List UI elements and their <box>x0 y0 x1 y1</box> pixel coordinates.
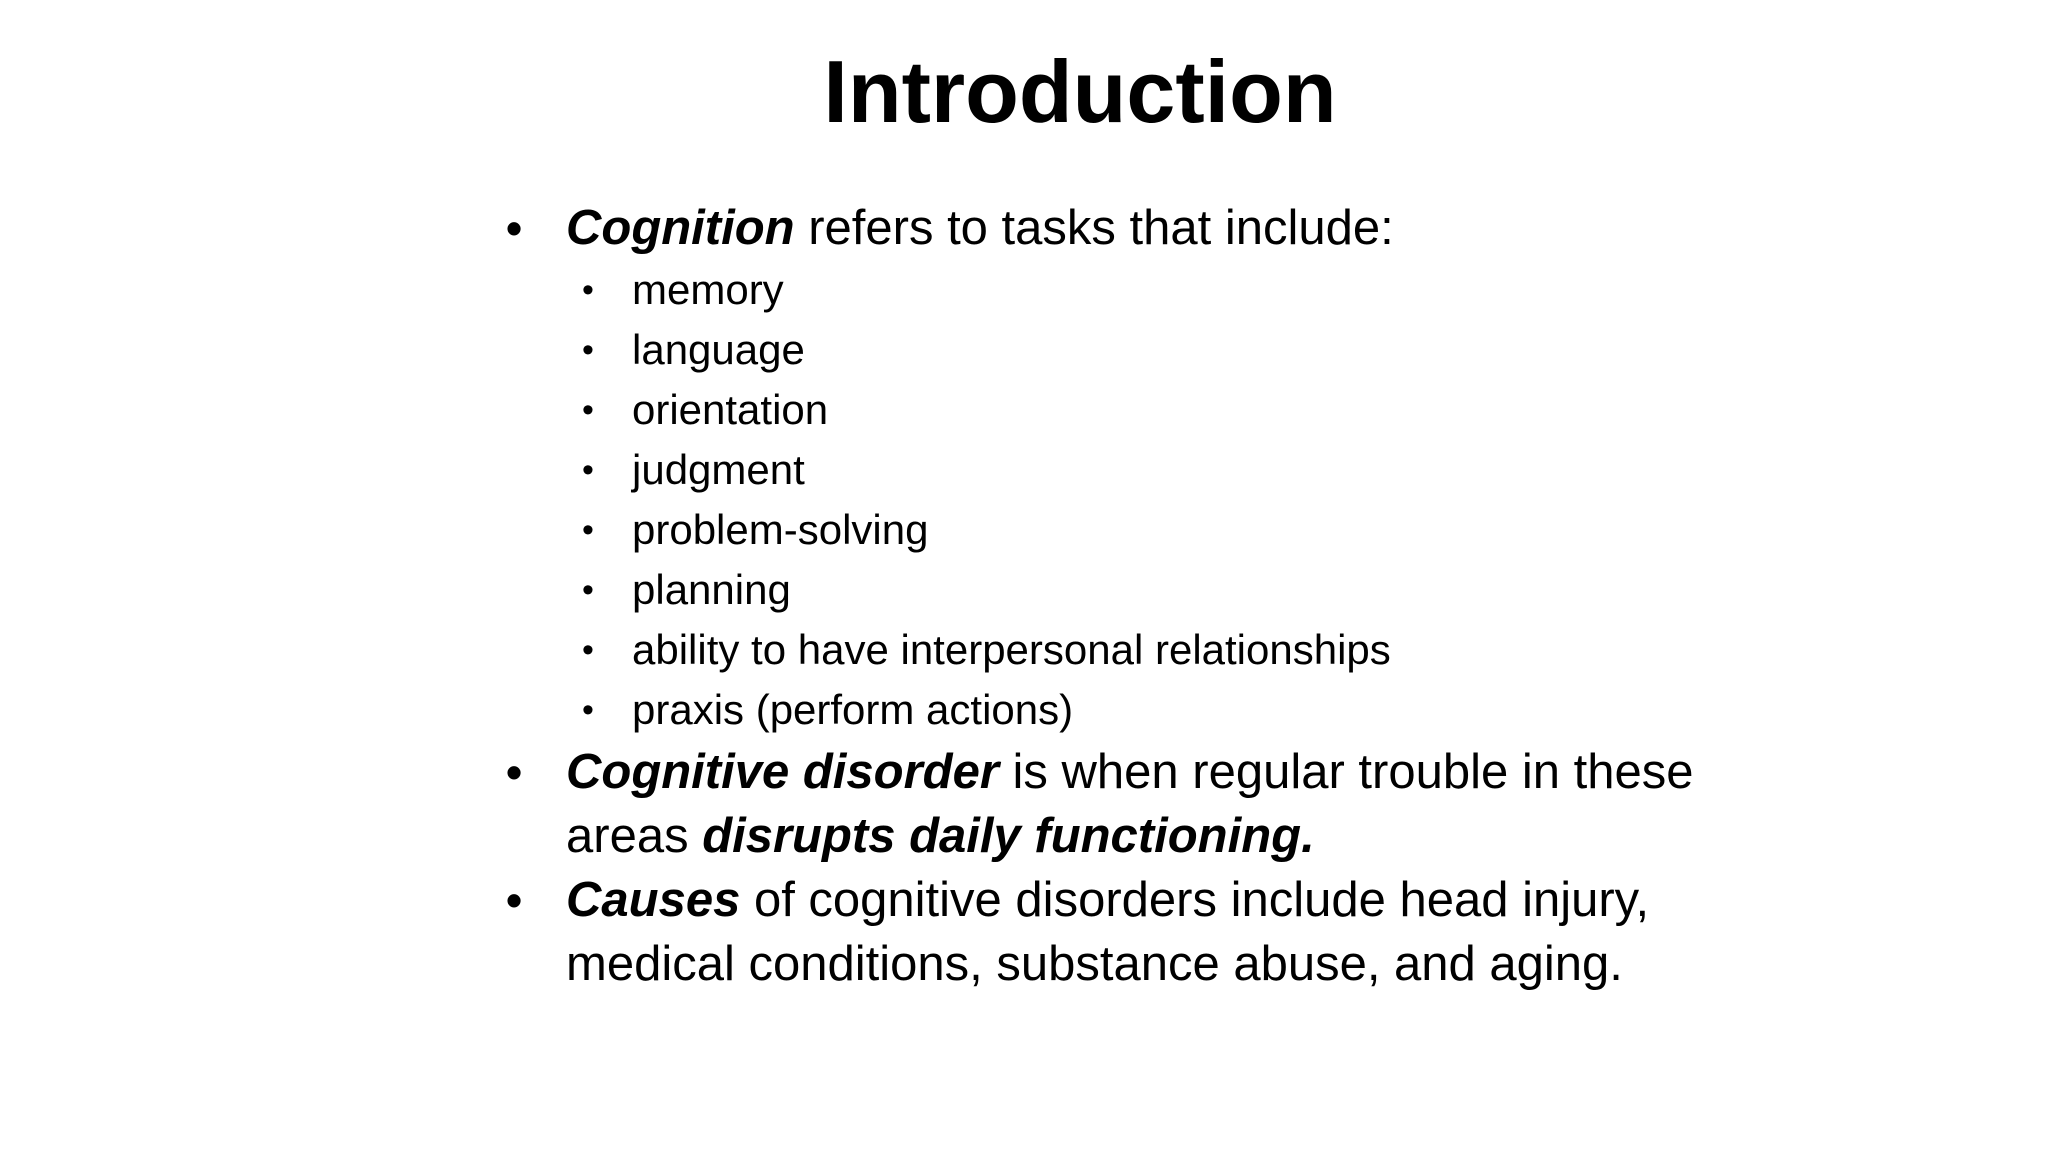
sub-bullet-marker: • <box>582 451 594 489</box>
list-item <box>582 560 1746 620</box>
list-item <box>582 260 1746 320</box>
term-cognitive-disorder: Cognitive disorder <box>566 745 999 799</box>
sub-bullet-marker: • <box>582 511 594 549</box>
sub-bullet-marker: • <box>582 571 594 609</box>
cognition-task-list <box>582 260 1746 740</box>
cognition-description: refers to tasks that include: <box>794 201 1394 255</box>
sub-item-text: problem-solving <box>632 506 929 553</box>
bullet-text <box>566 745 1693 863</box>
sub-item-text: judgment <box>632 446 805 493</box>
sub-bullet-marker: • <box>582 271 594 309</box>
bullet-list <box>506 196 1746 996</box>
sub-bullet-marker: • <box>582 331 594 369</box>
list-item <box>582 380 1746 440</box>
sub-item-text: memory <box>632 266 784 313</box>
list-item <box>582 620 1746 680</box>
sub-item-text: ability to have interpersonal relationships <box>632 626 1391 673</box>
emphasis-disrupts: disrupts daily functioning. <box>702 809 1315 863</box>
causes-description: of cognitive disorders include head injury, medical conditions, substance abuse, and aging. <box>566 873 1650 991</box>
sub-bullet-marker: • <box>582 631 594 669</box>
sub-bullet-marker: • <box>582 691 594 729</box>
bullet-text <box>566 201 1394 255</box>
sub-item-text: praxis (perform actions) <box>632 686 1074 733</box>
bullet-text <box>566 873 1649 991</box>
list-item <box>582 500 1746 560</box>
sub-item-text: orientation <box>632 386 829 433</box>
bullet-causes <box>506 868 1746 996</box>
bullet-cognition <box>506 196 1746 740</box>
sub-bullet-marker: • <box>582 391 594 429</box>
bullet-cognitive-disorder <box>506 740 1746 868</box>
bullet-marker: • <box>506 746 523 798</box>
sub-item-text: planning <box>632 566 791 613</box>
bullet-marker: • <box>506 874 523 926</box>
slide-title: Introduction <box>823 42 1337 141</box>
list-item <box>582 440 1746 500</box>
list-item <box>582 320 1746 380</box>
list-item <box>582 680 1746 740</box>
term-cognition: Cognition <box>566 201 795 255</box>
cognitive-disorder-description: is when regular trouble in these areas <box>566 745 1694 863</box>
term-causes: Causes <box>566 873 741 927</box>
sub-item-text: language <box>632 326 805 373</box>
bullet-marker: • <box>506 202 523 254</box>
